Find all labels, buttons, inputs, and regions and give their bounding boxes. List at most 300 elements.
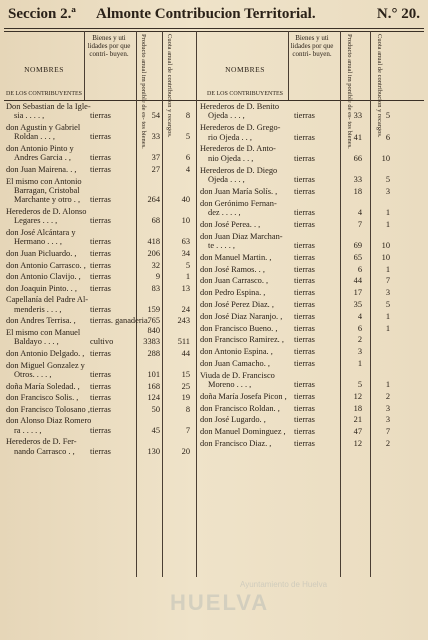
contributor-name — [200, 276, 268, 285]
cuota-value: 5 — [385, 111, 390, 121]
page-header — [8, 6, 420, 28]
cuota-value: 34 — [181, 248, 190, 258]
contributor-name-line: te . . . . , — [208, 240, 235, 250]
right-header-contribuyentes: DE LOS CONTRIBUYENTES — [207, 91, 283, 97]
contributor-name — [200, 199, 277, 218]
table-row — [200, 220, 422, 232]
contributor-name — [200, 166, 277, 185]
producto-value: 83 — [151, 283, 160, 293]
bienes-value: cultivo — [90, 337, 114, 347]
producto-value: 33 — [353, 111, 362, 121]
producto-value: 3 — [357, 347, 362, 357]
producto-value: 206 — [147, 248, 160, 258]
producto-value: 33 — [151, 132, 160, 142]
bienes-value: tierras — [90, 132, 111, 142]
bienes-value: tierras — [90, 237, 111, 247]
contributor-name — [200, 324, 277, 333]
contributor-name — [200, 288, 265, 297]
bienes-value: tierras — [294, 439, 315, 449]
cuota-value: 13 — [181, 283, 190, 293]
bienes-value: tierras — [90, 369, 111, 379]
contributor-name — [200, 415, 266, 424]
table-row — [6, 144, 194, 165]
header-rule — [4, 28, 424, 29]
cuota-value: 8 — [185, 404, 190, 414]
section-label: Seccion 2.ª — [8, 6, 76, 22]
contributor-name-line: don Manuel Martin. , — [200, 252, 272, 262]
bienes-value: tierras — [294, 288, 315, 298]
contributor-name-line: don Miguel Gonzalez y — [6, 360, 85, 370]
bienes-value: tierras — [294, 153, 315, 163]
cuota-value: 40 — [181, 195, 190, 205]
contributor-name-line: El mismo con Manuel — [6, 327, 81, 337]
cuota-value: 6 — [185, 153, 190, 163]
producto-value: 18 — [353, 186, 362, 196]
contributor-name-line: don Francisco Ramirez. , — [200, 335, 284, 345]
left-header-cuota: Cuota anual de contribucion y recargos. — [166, 34, 173, 138]
bienes-value: tierras — [294, 264, 315, 274]
table-row — [200, 427, 422, 439]
contributor-name — [6, 405, 90, 414]
contributor-name-line: doña María Josefa Picon , — [200, 391, 287, 401]
cuota-value: 5 — [185, 260, 190, 270]
bienes-value: tierras — [294, 347, 315, 357]
contributor-name — [200, 404, 280, 413]
bienes-value: tierras — [294, 240, 315, 250]
contributor-name — [6, 437, 77, 456]
column-header-rule — [4, 100, 424, 101]
producto-value: 124 — [147, 393, 160, 403]
cuota-value: 44 — [181, 348, 190, 358]
contributor-name — [200, 335, 284, 344]
bienes-value: tierras — [90, 216, 111, 226]
contributor-name-line: don José Ramos. . , — [200, 264, 265, 274]
contributor-name — [6, 177, 82, 205]
contributor-name — [6, 328, 80, 347]
contributor-name-line: don Juan Diaz Marchan- — [200, 231, 283, 241]
contributor-name-line: don Antonio Clavijo. , — [6, 272, 81, 282]
contributor-name-line: Ojeda . . . , — [208, 174, 245, 184]
cuota-value: 3 — [385, 288, 390, 298]
contributor-name — [6, 228, 76, 247]
table-row — [6, 249, 194, 261]
watermark-caption: Ayuntamiento de Huelva — [240, 580, 328, 589]
contributor-name-line: don Francisco Solis. , — [6, 393, 79, 403]
contributor-name — [6, 295, 88, 314]
contributor-name-line: don Francisco Diaz. , — [200, 439, 272, 449]
bienes-value: tierras — [294, 186, 315, 196]
bienes-value: tierras — [294, 311, 315, 321]
table-row — [200, 232, 422, 253]
table-row — [200, 276, 422, 288]
producto-value: 32 — [151, 260, 160, 270]
bienes-value: tierras — [90, 165, 111, 174]
bienes-value: tierras — [90, 260, 111, 270]
contributor-name-line: Viuda de D. Francisco — [200, 370, 275, 380]
contributor-name — [6, 382, 80, 391]
producto-value: 12 — [353, 439, 362, 449]
producto-value: 765 840 — [147, 316, 160, 335]
contributor-name-line: don José Perez Diaz. , — [200, 299, 274, 309]
contributor-name — [6, 284, 77, 293]
table-row — [200, 288, 422, 300]
table-row — [6, 361, 194, 382]
contributor-name — [200, 392, 287, 401]
table-row — [6, 405, 194, 417]
table-row — [200, 415, 422, 427]
contributor-name — [200, 427, 286, 436]
page-title: Almonte Contribucion Territorial. — [96, 6, 316, 22]
contributor-name-line: ra . . . . , — [14, 425, 42, 435]
contributor-name — [6, 349, 84, 358]
page-number: N.° 20. — [376, 6, 420, 22]
contributor-name-line: don Francisco Tolosano , — [6, 404, 90, 414]
bienes-value: tierras — [90, 393, 111, 403]
cuota-value: 1 — [385, 219, 390, 229]
cuota-value: 1 — [385, 207, 390, 217]
table-row — [6, 382, 194, 394]
producto-value: 7 — [357, 219, 362, 229]
producto-value: 101 — [147, 369, 160, 379]
producto-value: 18 — [353, 403, 362, 413]
table-row — [200, 335, 422, 347]
contributor-name-line: Ojeda . . . , — [208, 111, 245, 121]
bienes-value: tierras — [294, 380, 315, 390]
table-row — [6, 295, 194, 316]
bienes-value: tierras — [90, 248, 111, 258]
table-row — [6, 328, 194, 349]
producto-value: 54 — [151, 111, 160, 121]
right-header-producto: Producto anual im ponible de es- tos bienes. — [346, 34, 353, 149]
producto-value: 17 — [353, 288, 362, 298]
header-rule-2 — [4, 31, 424, 32]
producto-value: 168 — [147, 381, 160, 391]
contributor-name-line: don Alonso Diaz Romero — [6, 416, 92, 426]
table-row — [200, 312, 422, 324]
bienes-value: tierras — [294, 323, 315, 333]
contributor-name-line: don Francisco Roldan. , — [200, 403, 280, 413]
table-row — [200, 144, 422, 165]
cuota-value: 2 — [385, 391, 390, 401]
bienes-value: tierras — [90, 153, 111, 163]
contributor-name — [200, 439, 271, 448]
table-row — [200, 392, 422, 404]
table-row — [6, 261, 194, 273]
cuota-value: 1 — [385, 323, 390, 333]
bienes-value: tierras — [294, 299, 315, 309]
cuota-value: 7 — [385, 427, 390, 437]
cuota-value: 15 — [181, 369, 190, 379]
bienes-value: tierras — [90, 425, 111, 435]
cuota-value: 7 — [185, 425, 190, 435]
contributor-name-line: don Juan Carrasco. , — [200, 276, 269, 286]
cuota-value: 25 — [181, 381, 190, 391]
cuota-value: 1 — [185, 272, 190, 282]
cuota-value: 3 — [385, 415, 390, 425]
table-row — [200, 324, 422, 336]
right-header-bienes: Bienes y uti lidades por que contri- buyen. — [290, 34, 334, 58]
bienes-value: tierras — [294, 415, 315, 425]
left-header-contribuyentes: DE LOS CONTRIBUYENTES — [6, 91, 82, 97]
bienes-value: tierras — [90, 304, 111, 314]
contributor-name-line: Herederos de D. Grego- — [200, 123, 281, 133]
cuota-value: 3 — [385, 403, 390, 413]
contributor-name-line: Capellanía del Padre Al- — [6, 295, 89, 305]
contributor-name-line: doña María Soledad. , — [6, 381, 80, 391]
producto-value: 65 — [353, 252, 362, 262]
producto-value: 6 — [357, 323, 362, 333]
contributor-name-line: don Andres Terrisa. , — [6, 316, 76, 326]
producto-value: 35 — [353, 299, 362, 309]
contributor-name-line: don Gerónimo Fernan- — [200, 198, 277, 208]
cuota-value: 8 — [185, 111, 190, 121]
cuota-value: 10 — [381, 252, 390, 262]
contributor-name-line: Herederos de D. Fer- — [6, 437, 77, 447]
bienes-value: tierras — [90, 446, 111, 456]
contributor-name-line: don Juan María Solís. , — [200, 186, 278, 196]
contributor-name — [6, 261, 86, 270]
table-row — [200, 347, 422, 359]
right-header-cuota: Cuota anual de contribucion y recargos. — [376, 34, 383, 138]
cuota-value: 10 — [381, 153, 390, 163]
table-row — [6, 272, 194, 284]
producto-value: 69 — [353, 240, 362, 250]
producto-value: 44 — [353, 276, 362, 286]
cuota-value: 1 — [385, 380, 390, 390]
bienes-value: tierras — [294, 335, 315, 345]
nombres-label: NOMBRES — [24, 65, 64, 74]
contributor-name-line: don Antonio Carrasco. , — [6, 260, 86, 270]
col-divider — [196, 31, 197, 577]
producto-value: 6 — [357, 264, 362, 274]
cuota-value: 4 — [185, 165, 190, 174]
table-row — [200, 359, 422, 371]
contributor-name — [200, 144, 276, 163]
contributor-name-line: don Francisco Bueno. , — [200, 323, 278, 333]
cuota-value: 3 — [385, 186, 390, 196]
bienes-value: tierras — [90, 272, 111, 282]
contributor-name-line: don Juan Picluardo. , — [6, 248, 77, 258]
contributor-name-line: Baldayo . . . , — [14, 337, 59, 347]
contributor-name-line: Marchante y otro . , — [14, 195, 81, 205]
contributor-name-line: Otros. . . . , — [14, 369, 52, 379]
contributor-name — [6, 102, 91, 121]
producto-value: 37 — [151, 153, 160, 163]
left-header-nombres — [4, 66, 84, 74]
table-row — [200, 371, 422, 392]
bienes-value: tierras — [90, 381, 111, 391]
bienes-value: tierras — [294, 358, 315, 368]
producto-value: 21 — [353, 415, 362, 425]
contributor-name-line: Moreno . . . , — [208, 380, 252, 390]
producto-value: 66 — [353, 153, 362, 163]
bienes-value: tierras — [294, 207, 315, 217]
cuota-value: 10 — [181, 216, 190, 226]
table-row — [200, 300, 422, 312]
bienes-value: tierras — [90, 195, 111, 205]
table-row — [200, 253, 422, 265]
table-row — [6, 349, 194, 361]
bienes-value: tierras — [294, 252, 315, 262]
contributor-name-line: Hermano . . . , — [14, 237, 62, 247]
contributor-name — [200, 265, 265, 274]
contributor-name-line: don Agustin y Gabriel — [6, 123, 81, 132]
contributor-name-line: don Joaquin Pinto. . , — [6, 283, 77, 293]
table-row — [6, 437, 194, 458]
producto-value: 4 — [357, 311, 362, 321]
cuota-value: 24 — [181, 304, 190, 314]
contributor-name — [6, 393, 78, 402]
bienes-value: tierras — [90, 348, 111, 358]
producto-value: 9 — [155, 272, 160, 282]
right-header-nombres — [200, 66, 290, 74]
contributor-name — [200, 232, 283, 251]
table-row — [6, 393, 194, 405]
table-row — [6, 123, 194, 144]
table-row — [200, 404, 422, 416]
contributor-name-line: Roldan . . . , — [14, 132, 55, 142]
left-table-body — [6, 102, 194, 577]
contributor-name-line: don José Alcántara y — [6, 227, 76, 237]
contributor-name-line: sia . . . . , — [14, 111, 45, 121]
producto-value: 2 — [357, 335, 362, 345]
bienes-value: tierras — [90, 111, 111, 121]
contributor-name — [200, 371, 275, 390]
contributor-name-line: don Antonio Pinto y — [6, 144, 74, 153]
producto-value: 1 — [357, 358, 362, 368]
contributor-name — [6, 249, 76, 258]
producto-value: 418 — [147, 237, 160, 247]
contributor-name-line: don Antonio Delgado. , — [6, 348, 85, 358]
table-row — [6, 207, 194, 228]
contributor-name-line: don Juan Camacho. , — [200, 358, 271, 368]
bienes-value: tierras — [294, 276, 315, 286]
col-divider — [84, 31, 85, 100]
producto-value: 5 — [357, 380, 362, 390]
contributor-name — [6, 316, 76, 325]
bienes-value: tierras — [294, 174, 315, 184]
producto-value: 33 — [353, 174, 362, 184]
cuota-value: 7 — [385, 276, 390, 286]
cuota-value: 10 — [381, 240, 390, 250]
contributor-name-line: nando Carrasco . , — [14, 446, 75, 456]
contributor-name-line: Don Sebastian de la Igle- — [6, 102, 91, 111]
producto-value: 12 — [353, 391, 362, 401]
cuota-value: 1 — [385, 264, 390, 274]
contributor-name — [6, 272, 81, 281]
contributor-name — [6, 416, 91, 435]
contributor-name-line: don Juan Mairena. . , — [6, 165, 77, 174]
contributor-name-line: dez . . . . , — [208, 207, 241, 217]
contributor-name-line: don José Diaz Naranjo. , — [200, 311, 283, 321]
contributor-name — [6, 207, 86, 226]
cuota-value: 243 — [177, 316, 190, 326]
producto-value: 288 — [147, 348, 160, 358]
contributor-name — [6, 361, 85, 380]
cuota-value: 5 — [385, 174, 390, 184]
contributor-name-line: rio Ojeda . . , — [208, 132, 252, 142]
col-divider — [288, 31, 289, 100]
bienes-value: tierras — [90, 283, 111, 293]
contributor-name — [200, 220, 260, 229]
producto-value: 68 — [151, 216, 160, 226]
bienes-value: tierras. ganaderia. — [90, 316, 150, 326]
producto-value: 50 — [151, 404, 160, 414]
contributor-name-line: Herederos de D. Diego — [200, 165, 278, 175]
table-row — [200, 265, 422, 277]
contributor-name-line: Herederos de D. Benito — [200, 102, 280, 111]
contributor-name-line: Barragan, Cristobal — [14, 186, 80, 195]
table-row — [200, 166, 422, 187]
producto-value: 159 — [147, 304, 160, 314]
left-header-bienes: Bienes y uti lidades por que contri- buyen. — [87, 34, 131, 58]
contributor-name — [200, 187, 277, 196]
cuota-value: 20 — [181, 446, 190, 456]
producto-value: 45 — [151, 425, 160, 435]
cuota-value: 6 — [385, 132, 390, 142]
table-row — [6, 284, 194, 296]
contributor-name — [200, 253, 271, 262]
contributor-name-line: Andres Garcia . , — [14, 153, 71, 163]
contributor-name — [6, 144, 74, 163]
contributor-name-line: nio Ojeda . . , — [208, 153, 254, 163]
table-row — [200, 199, 422, 220]
bienes-value: tierras — [294, 391, 315, 401]
table-row — [6, 165, 194, 177]
producto-value: 27 — [151, 165, 160, 174]
bienes-value: tierras — [294, 403, 315, 413]
producto-value: 4 — [357, 207, 362, 217]
cuota-value: 2 — [385, 439, 390, 449]
contributor-name-line: don Antonio Espina. , — [200, 347, 273, 357]
bienes-value: tierras — [294, 111, 315, 121]
bienes-value: tierras — [294, 132, 315, 142]
bienes-value: tierras — [90, 404, 111, 414]
cuota-value: 1 — [385, 311, 390, 321]
table-row — [200, 187, 422, 199]
contributor-name-line: don José Perea. . , — [200, 219, 261, 229]
table-row — [200, 439, 422, 451]
contributor-name-line: menderis . . . , — [14, 304, 62, 314]
cuota-value: 19 — [181, 393, 190, 403]
cuota-value: 5 — [185, 132, 190, 142]
producto-value: 3383 — [143, 337, 160, 347]
contributor-name — [6, 165, 76, 174]
contributor-name — [200, 300, 274, 309]
contributor-name-line: Herederos de D. Alonso — [6, 206, 87, 216]
left-header-producto: Producto anual im ponible de es- tos bienes. — [140, 34, 147, 149]
contributor-name-line: don José Lugardo. , — [200, 415, 266, 425]
contributor-name — [200, 123, 280, 142]
table-row — [6, 177, 194, 207]
bienes-value: tierras — [294, 219, 315, 229]
contributor-name-line: don Pedro Espina. , — [200, 288, 266, 298]
table-row — [6, 416, 194, 437]
producto-value: 264 — [147, 195, 160, 205]
bienes-value: tierras — [294, 427, 315, 437]
table-row — [200, 123, 422, 144]
contributor-name — [200, 312, 282, 321]
cuota-value: 63 — [181, 237, 190, 247]
producto-value: 47 — [353, 427, 362, 437]
contributor-name — [6, 123, 80, 142]
table-row — [6, 228, 194, 249]
nombres-label-right: NOMBRES — [225, 65, 265, 74]
watermark-stamp: HUELVA — [170, 590, 270, 615]
producto-value: 130 — [147, 446, 160, 456]
cuota-value: 5 — [385, 299, 390, 309]
producto-value: 41 — [353, 132, 362, 142]
